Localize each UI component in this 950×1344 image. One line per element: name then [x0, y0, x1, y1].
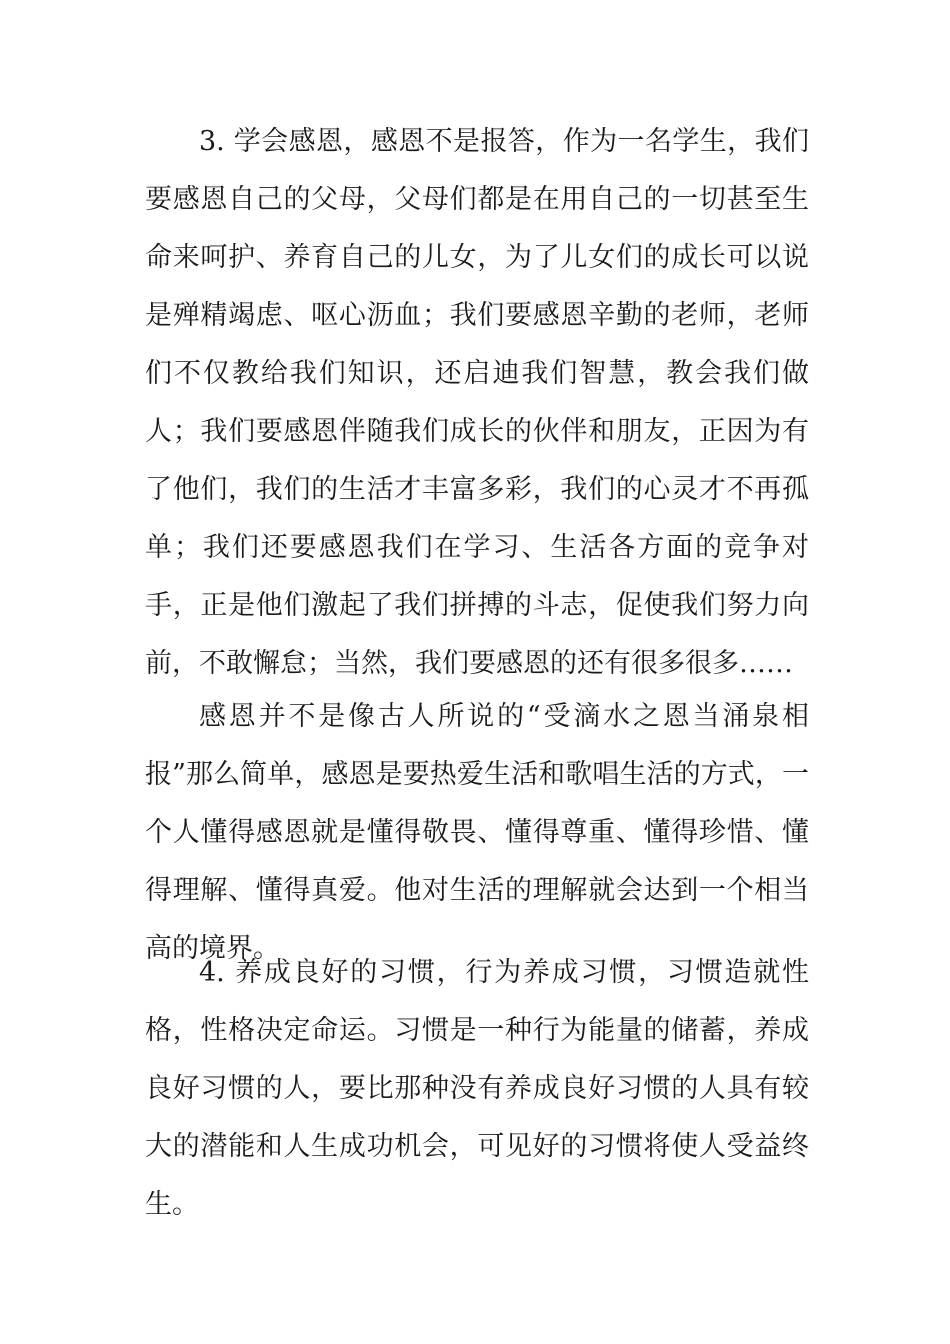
paragraph-gratitude: 3. 学会感恩，感恩不是报答，作为一名学生，我们要感恩自己的父母，父母们都是在用自己的一切甚至生命来呵护、养育自己的儿女，为了儿女们的成长可以说是殚精竭虑、呕心沥血；我们要感恩辛勤的老师，老师们不仅教给我们知识，还启迪我们智慧，教会我们做人；我们要感恩伴随我们成长的伙伴和朋友，正因为有了他们，我们的生活才丰富多彩，我们的心灵才不再孤单；我们还要感恩我们在学习、生活各方面的竞争对手，正是他们激起了我们拼搏的斗志，促使我们努力向前，不敢懈怠；当然，我们要感恩的还有很多很多……	[145, 126, 809, 679]
paragraph-good-habits: 4. 养成良好的习惯，行为养成习惯，习惯造就性格，性格决定命运。习惯是一种行为能量的储蓄，养成良好习惯的人，要比那种没有养成良好习惯的人具有较大的潜能和人生成功机会，可见好的习惯将使人受益终生。	[145, 957, 809, 1220]
paragraph-gratitude-meaning: 感恩并不是像古人所说的“受滴水之恩当涌泉相报”那么简单，感恩是要热爱生活和歌唱生活的方式，一个人懂得感恩就是懂得敬畏、懂得尊重、懂得珍惜、懂得理解、懂得真爱。他对生活的理解就会达到一个相当高的境界。	[145, 701, 809, 964]
